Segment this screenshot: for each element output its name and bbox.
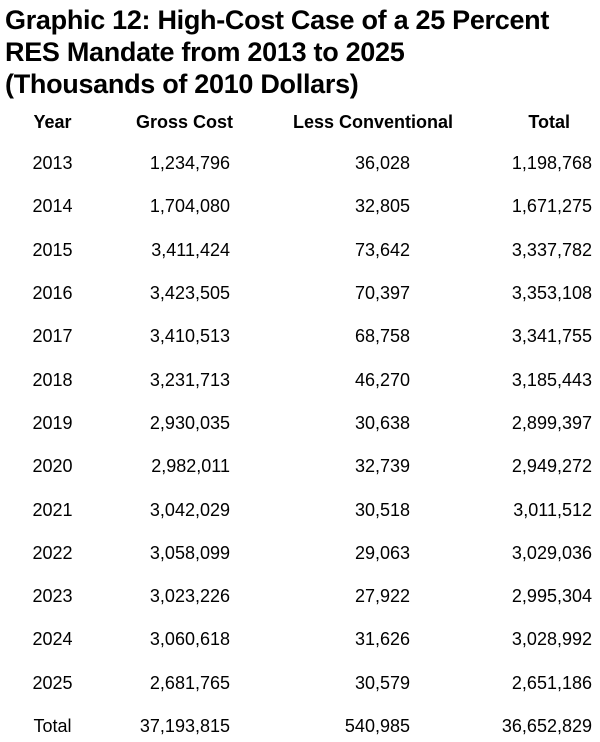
year-cell: 2023 [32,586,73,607]
less-conventional-cell: 36,028 [354,153,410,174]
total-cell: 3,341,755 [511,326,592,347]
less-conventional-cell: 32,805 [354,196,410,217]
column-header-total: Total [528,111,570,132]
less-conventional-cell: 46,270 [354,369,410,390]
less-conventional-cell: 31,626 [354,629,410,650]
less-conventional-cell: 30,579 [354,672,410,693]
table-row [0,402,600,445]
total-cell: 3,353,108 [511,283,592,304]
gross-cost-cell: 3,042,029 [149,499,230,520]
gross-cost-cell: 3,060,618 [149,629,230,650]
table-row [0,358,600,401]
table-total-row [0,705,600,742]
total-cell: 2,899,397 [511,412,592,433]
total-cell: 2,995,304 [511,586,592,607]
column-header-year: Year [33,111,72,132]
total-cell: 2,651,186 [511,672,592,693]
year-cell: 2013 [32,153,73,174]
less-conventional-cell: 27,922 [354,586,410,607]
table-row [0,229,600,272]
table-row [0,315,600,358]
year-cell: 2014 [32,196,73,217]
gross-cost-cell: 1,704,080 [149,196,230,217]
header-row [0,102,600,142]
year-cell: Total [33,716,72,736]
gross-cost-cell: 1,234,796 [149,153,230,174]
total-cell: 2,949,272 [511,456,592,477]
table-row [0,532,600,575]
gross-cost-cell: 2,681,765 [149,672,230,693]
table-row [0,445,600,488]
less-conventional-cell: 30,518 [354,499,410,520]
less-conventional-cell: 73,642 [354,239,410,260]
less-conventional-cell: 30,638 [354,412,410,433]
column-header-less-conventional: Less Conventional [292,111,453,132]
table-row [0,142,600,185]
gross-cost-cell: 3,058,099 [149,542,230,563]
table-header [0,102,600,142]
less-conventional-cell: 68,758 [354,326,410,347]
year-cell: 2025 [32,672,73,693]
year-cell: 2022 [32,542,73,563]
table-body [0,142,600,742]
gross-cost-cell: 3,411,424 [151,239,230,260]
cost-table [0,102,600,742]
total-cell: 3,337,782 [511,239,592,260]
gross-cost-cell: 3,410,513 [149,326,230,347]
graphic-title: Graphic 12: High-Cost Case of a 25 Percent RES Mandate from 2013 to 2025 (Thousands of 2010 Dollars) [5,5,550,99]
year-cell: 2021 [32,499,73,520]
year-cell: 2020 [32,456,73,477]
total-cell: 36,652,829 [501,716,592,736]
table-row [0,575,600,618]
table-row [0,272,600,315]
gross-cost-cell: 2,930,035 [149,412,230,433]
total-cell: 3,029,036 [511,542,592,563]
total-cell: 1,671,275 [511,196,592,217]
year-cell: 2024 [32,629,73,650]
table-row [0,618,600,661]
year-cell: 2016 [32,283,73,304]
gross-cost-cell: 3,023,226 [149,586,230,607]
less-conventional-cell: 70,397 [354,283,410,304]
gross-cost-cell: 3,423,505 [149,283,230,304]
total-cell: 3,185,443 [511,369,592,390]
total-cell: 3,011,512 [513,499,592,520]
total-cell: 3,028,992 [511,629,592,650]
year-cell: 2019 [32,412,73,433]
total-cell: 1,198,768 [511,153,592,174]
gross-cost-cell: 2,982,011 [151,456,230,477]
less-conventional-cell: 29,063 [354,542,410,563]
table-row [0,185,600,228]
column-header-gross-cost: Gross Cost [135,111,233,132]
year-cell: 2018 [32,369,73,390]
gross-cost-cell: 3,231,713 [149,369,230,390]
table-row [0,488,600,531]
gross-cost-cell: 37,193,815 [139,716,230,736]
less-conventional-cell: 540,985 [344,716,410,736]
year-cell: 2017 [32,326,73,347]
table-row [0,662,600,705]
less-conventional-cell: 32,739 [354,456,410,477]
year-cell: 2015 [32,239,73,260]
